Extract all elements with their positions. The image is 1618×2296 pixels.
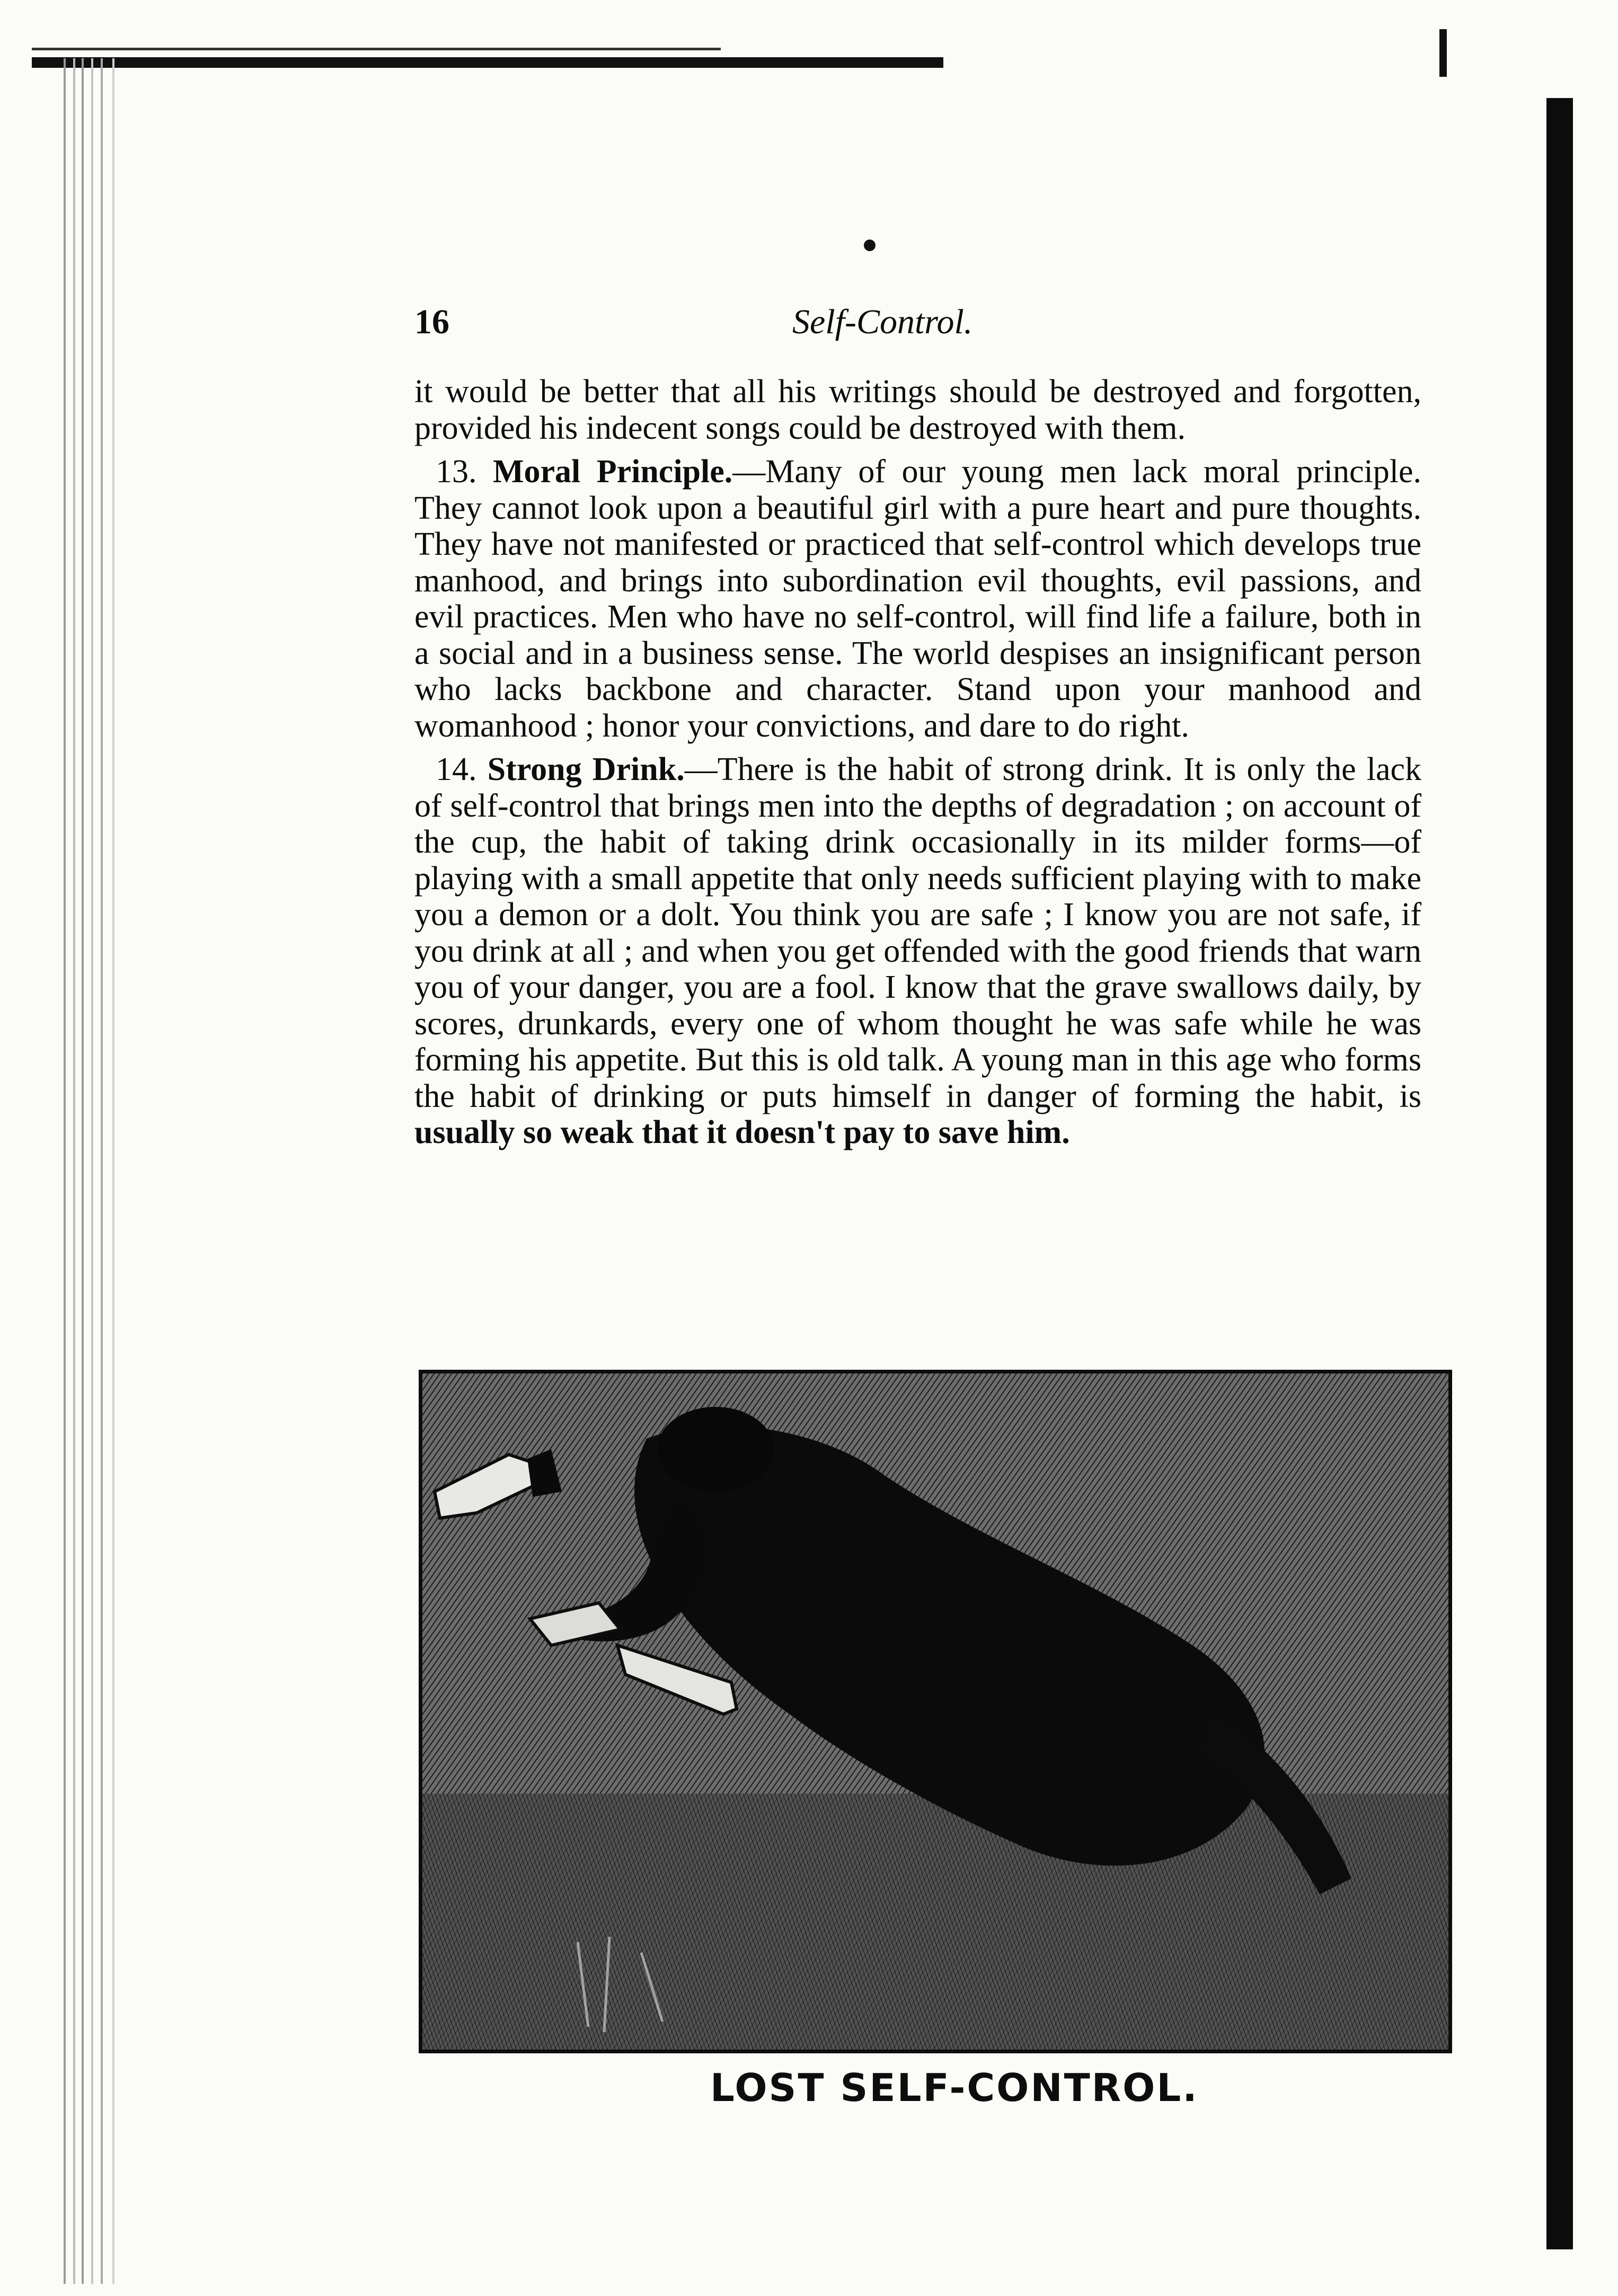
book-binding-edge — [64, 58, 143, 2284]
ink-dot — [864, 240, 876, 251]
section-number: 13. — [436, 454, 477, 490]
body-text — [414, 374, 1421, 1151]
section-text: —There is the habit of strong drink. It is only the lack of self-control that brings men into the depths of degradation ; on account of the cup, the habit of taking drink occasionally in its milder forms—of playing with a small appetite that only needs sufficient playing with to make you a demon or a dolt. You think you are safe ; I know you are not safe, if you drink at all ; and when you get offended with the good friends that warn you of your danger, you are a fool. I know that the grave swallows daily, by scores, drunkards, every one of whom thought he was safe while he was forming his appetite. But this is old talk. A young man in this age who forms the habit of drinking or puts himself in danger of forming the habit, is — [414, 751, 1421, 1114]
top-rule — [32, 57, 943, 68]
scan-dark-edge — [1546, 98, 1573, 2249]
section-13-paragraph — [414, 454, 1421, 744]
illustration-engraving — [419, 1370, 1452, 2053]
illustration-caption: LOST SELF-CONTROL. — [710, 2065, 1199, 2110]
section-title: Strong Drink. — [487, 751, 685, 787]
intro-paragraph: it would be better that all his writings should be destroyed and forgotten, provided his indecent songs could be destroyed with them. — [414, 374, 1421, 446]
section-title: Moral Principle. — [492, 454, 733, 490]
section-number: 14. — [436, 751, 477, 787]
running-head: Self-Control. — [792, 303, 973, 341]
section-14-paragraph — [414, 751, 1421, 1151]
scan-edge-line — [32, 48, 721, 50]
page-number: 16 — [414, 303, 449, 341]
scan-corner-mark — [1439, 29, 1447, 77]
section-closing-bold: usually so weak that it doesn't pay to save him. — [414, 1114, 1070, 1150]
section-text: —Many of our young men lack moral principle. They cannot look upon a beautiful girl with a pure heart and pure thoughts. They have not manifested or practiced that self-control which develops true manhood, and brings into subordination evil thoughts, evil passions, and evil practices. Men who have no self-control, will find life a failure, both in a social and in a business sense. The world despises an insignificant person who lacks backbone and character. Stand upon your manhood and womanhood ; honor your convictions, and dare to do right. — [414, 454, 1421, 744]
